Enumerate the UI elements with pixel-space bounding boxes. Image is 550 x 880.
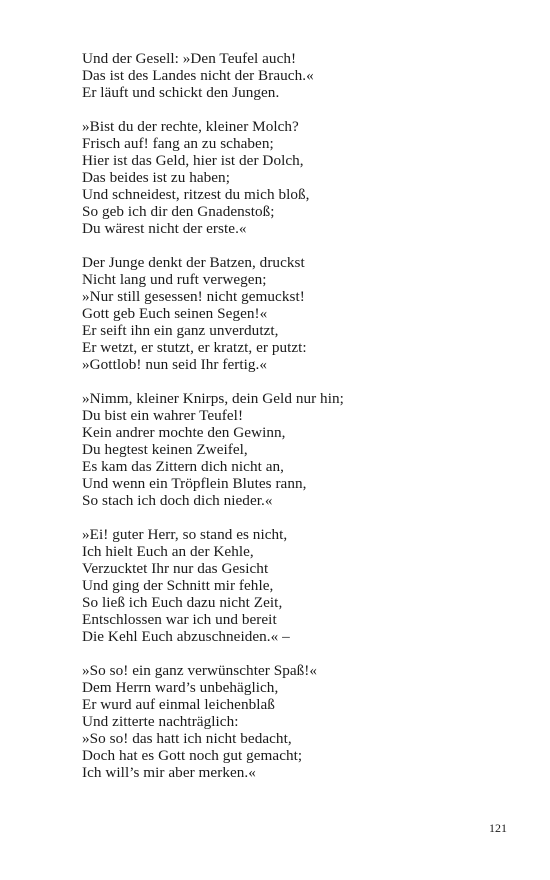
poem-line: Verzucktet Ihr nur das Gesicht [82, 560, 269, 577]
poem-line: »So so! das hatt ich nicht bedacht, [82, 730, 292, 747]
poem-line: Er läuft und schickt den Jungen. [82, 84, 280, 101]
poem-text [82, 50, 522, 798]
poem-line: Doch hat es Gott noch gut gemacht; [82, 747, 303, 764]
poem-line: »Gottlob! nun seid Ihr fertig.« [82, 356, 268, 373]
poem-line: Und zitterte nachträglich: [82, 713, 239, 730]
poem-line: »Bist du der rechte, kleiner Molch? [82, 118, 299, 135]
stanza-2 [82, 118, 522, 237]
poem-line: »Nur still gesessen! nicht gemuckst! [82, 288, 305, 305]
poem-line: Er seift ihn ein ganz unverdutzt, [82, 322, 279, 339]
poem-line: Kein andrer mochte den Gewinn, [82, 424, 286, 441]
poem-line: Und ging der Schnitt mir fehle, [82, 577, 274, 594]
poem-line: Die Kehl Euch abzuschneiden.« – [82, 628, 290, 645]
poem-line: Und wenn ein Tröpflein Blutes rann, [82, 475, 307, 492]
poem-line: Er wetzt, er stutzt, er kratzt, er putzt: [82, 339, 307, 356]
poem-line: Und der Gesell: »Den Teufel auch! [82, 50, 297, 67]
poem-line: So ließ ich Euch dazu nicht Zeit, [82, 594, 283, 611]
poem-line: Das beides ist zu haben; [82, 169, 230, 186]
poem-line: So stach ich doch dich nieder.« [82, 492, 273, 509]
stanza-5 [82, 526, 522, 645]
poem-line: Hier ist das Geld, hier ist der Dolch, [82, 152, 304, 169]
poem-line: Nicht lang und ruft verwegen; [82, 271, 267, 288]
poem-line: Ich hielt Euch an der Kehle, [82, 543, 254, 560]
stanza-6 [82, 662, 522, 781]
stanza-4 [82, 390, 522, 509]
poem-line: So geb ich dir den Gnadenstoß; [82, 203, 275, 220]
poem-line: Dem Herrn ward’s unbehäglich, [82, 679, 279, 696]
stanza-3 [82, 254, 522, 373]
poem-line: »So so! ein ganz verwünschter Spaß!« [82, 662, 318, 679]
poem-line: Du bist ein wahrer Teufel! [82, 407, 244, 424]
poem-line: Entschlossen war ich und bereit [82, 611, 277, 628]
poem-line: Du wärest nicht der erste.« [82, 220, 247, 237]
poem-line: Er wurd auf einmal leichenblaß [82, 696, 275, 713]
poem-line: Der Junge denkt der Batzen, druckst [82, 254, 305, 271]
poem-line: »Ei! guter Herr, so stand es nicht, [82, 526, 288, 543]
poem-line: Und schneidest, ritzest du mich bloß, [82, 186, 310, 203]
poem-line: Frisch auf! fang an zu schaben; [82, 135, 274, 152]
poem-line: Das ist des Landes nicht der Brauch.« [82, 67, 314, 84]
stanza-1 [82, 50, 522, 101]
poem-line: Es kam das Zittern dich nicht an, [82, 458, 284, 475]
poem-line: Ich will’s mir aber merken.« [82, 764, 256, 781]
poem-line: Gott geb Euch seinen Segen!« [82, 305, 268, 322]
poem-line: »Nimm, kleiner Knirps, dein Geld nur hin; [82, 390, 344, 407]
page-number: 121 [489, 821, 507, 835]
poem-line: Du hegtest keinen Zweifel, [82, 441, 248, 458]
